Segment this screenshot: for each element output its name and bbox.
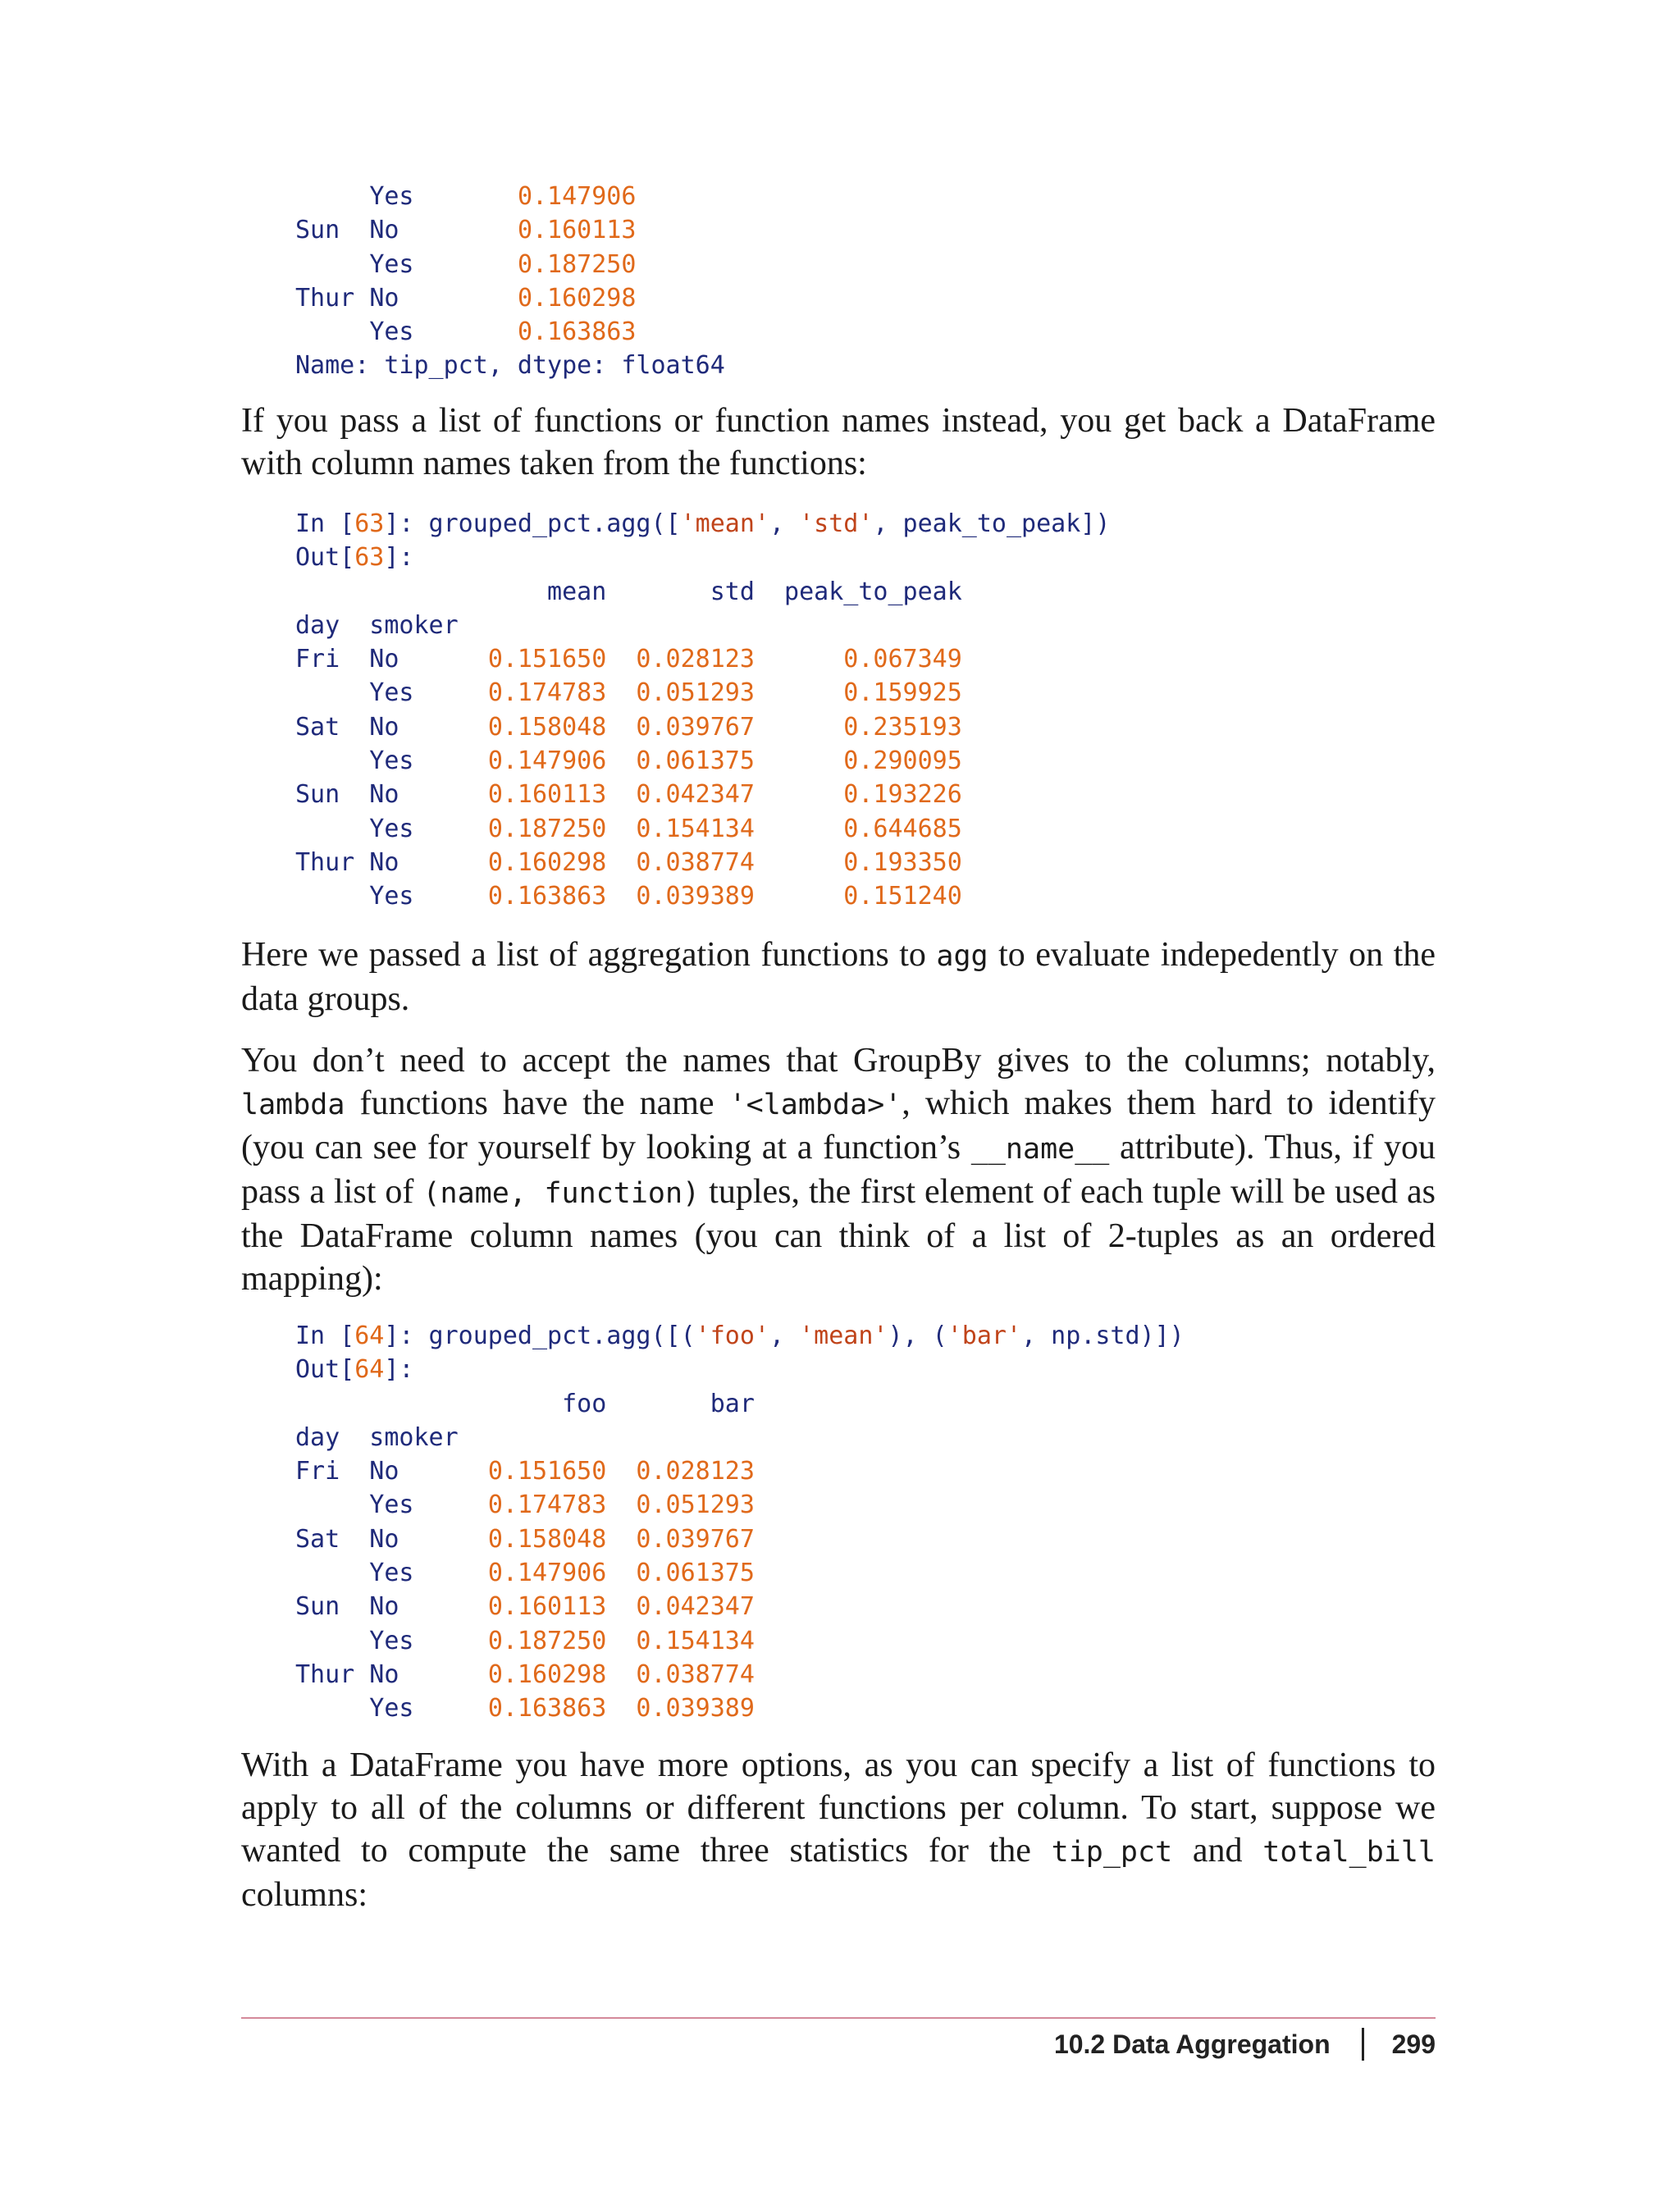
output-prompt: Out[64]:: [295, 1355, 414, 1385]
paragraph: [241, 1744, 1436, 1916]
table-row: Yes 0.187250 0.154134 0.644685: [295, 814, 962, 843]
table-row: Sat No 0.158048 0.039767: [295, 1524, 755, 1554]
code-line: Yes 0.187250: [369, 249, 637, 279]
code-line: Yes 0.163863: [369, 317, 637, 347]
code-line: Sun No 0.160113: [295, 216, 637, 245]
table-row: Yes 0.187250 0.154134: [295, 1626, 755, 1655]
page-number: 299: [1391, 2029, 1436, 2059]
table-row: Yes 0.147906 0.061375: [295, 1559, 755, 1588]
column-header: mean std peak_to_peak: [295, 577, 962, 606]
table-row: Yes 0.174783 0.051293: [295, 1491, 755, 1520]
input-line: In [63]: grouped_pct.agg(['mean', 'std', peak_to_peak]): [295, 509, 1111, 538]
section-title: 10.2 Data Aggregation: [1053, 2029, 1331, 2059]
table-row: Sun No 0.160113 0.042347 0.193226: [295, 780, 962, 810]
table-row: Thur No 0.160298 0.038774: [295, 1659, 755, 1689]
table-row: Thur No 0.160298 0.038774 0.193350: [295, 847, 962, 877]
index-header: day smoker: [295, 1422, 459, 1452]
inline-code: lambda: [241, 1089, 345, 1121]
page-footer: [1054, 2028, 1436, 2061]
table-row: Fri No 0.151650 0.028123: [295, 1457, 755, 1486]
table-row: Yes 0.174783 0.051293 0.159925: [295, 678, 962, 708]
table-row: Fri No 0.151650 0.028123 0.067349: [295, 645, 962, 674]
input-line: In [64]: grouped_pct.agg([('foo', 'mean'), ('bar', np.std)]): [295, 1322, 1185, 1350]
output-prompt: Out[63]:: [295, 543, 414, 573]
footer-divider: [241, 2017, 1436, 2019]
footer-separator: [1362, 2028, 1364, 2061]
table-row: Yes 0.163863 0.039389 0.151240: [295, 882, 962, 911]
code-output-series: [295, 180, 725, 383]
inline-code: total_bill: [1262, 1836, 1436, 1869]
code-line: Yes 0.147906: [369, 182, 637, 211]
code-example-63: [295, 507, 1110, 914]
column-header: foo bar: [295, 1389, 755, 1418]
code-line: Thur No 0.160298: [295, 283, 637, 313]
paragraph-text: If you pass a list of functions or function names instead, you get back a DataFrame with column names taken from the functions:: [241, 402, 1436, 482]
paragraph-text: Here we passed a list of aggregation functions to agg to evaluate indepedently on the data groups.: [241, 936, 1436, 1018]
paragraph: [241, 1039, 1436, 1300]
paragraph: [241, 934, 1436, 1020]
paragraph: [241, 399, 1436, 485]
series-name-line: Name: tip_pct, dtype: float64: [295, 351, 725, 381]
table-row: Yes 0.163863 0.039389: [295, 1694, 755, 1723]
table-row: Sun No 0.160113 0.042347: [295, 1592, 755, 1622]
inline-code: tip_pct: [1051, 1836, 1173, 1869]
inline-code: agg: [936, 940, 988, 973]
inline-code: '<lambda>': [728, 1089, 902, 1121]
table-row: Yes 0.147906 0.061375 0.290095: [295, 746, 962, 776]
index-header: day smoker: [295, 610, 459, 640]
paragraph-text: You don’t need to accept the names that GroupBy gives to the columns; notably, lambda functions have the name '<lambda>', which makes them hard to identify (you can see for yourself by looking at a function’s __name__ attribute). Thus, if you pass a list of (name, function) tuples, the first element of each tuple will be used as the DataFrame column names (you can think of a list of 2-tuples as an ordered mapping):: [241, 1042, 1436, 1298]
inline-code: __name__: [970, 1133, 1110, 1166]
inline-code: (name, function): [422, 1177, 701, 1210]
paragraph-text: With a DataFrame you have more options, as you can specify a list of functions to apply to all of the columns or different functions per column. To start, suppose we wanted to compute the same three statistics for the tip_pct and total_bill columns:: [241, 1746, 1436, 1914]
code-example-64: [295, 1319, 1185, 1726]
table-row: Sat No 0.158048 0.039767 0.235193: [295, 712, 962, 742]
